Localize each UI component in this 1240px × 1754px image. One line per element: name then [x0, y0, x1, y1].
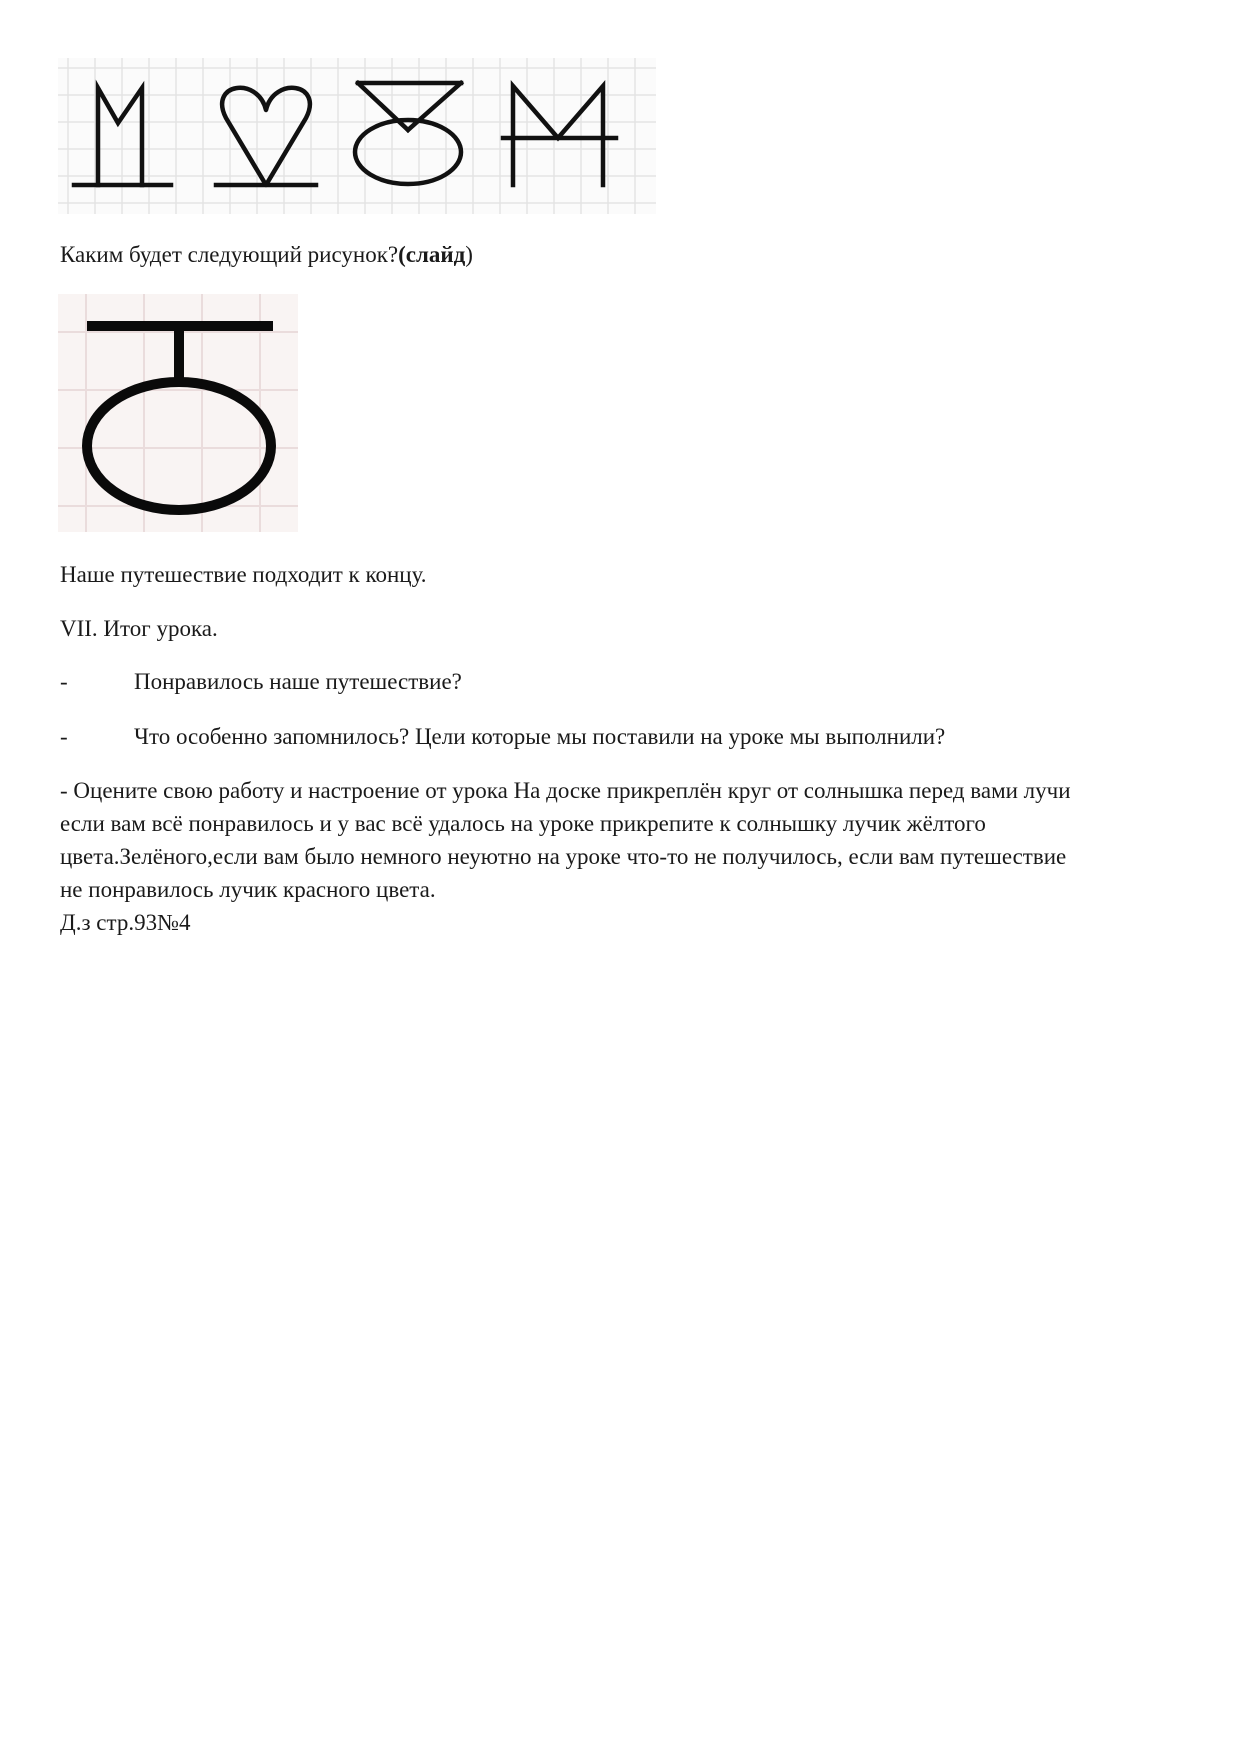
bullet-text: Понравилось наше путешествие? [134, 669, 462, 694]
assessment-line: - Оцените свою работу и настроение от урока На доске прикреплён круг от солнышка перед вами лучи [60, 778, 1071, 803]
figure-sequence-image [58, 58, 656, 214]
bullet-text: Что особенно запомнилось? Цели которые мы поставили на уроке мы выполнили? [134, 724, 946, 749]
question-main: Каким будет следующий рисунок? [60, 242, 399, 267]
slide-label: (слайд [398, 242, 466, 267]
homework-text: Д.з стр.93№4 [60, 910, 191, 935]
bullet-dash: - [60, 669, 68, 694]
journey-text: Наше путешествие подходит к концу. [60, 562, 427, 587]
question-close: ) [465, 242, 473, 267]
bullet-dash: - [60, 724, 68, 749]
assessment-line: цвета.Зелёного,если вам было немного неуютно на уроке что-то не получилось, если вам путешествие [60, 844, 1067, 869]
question-text [60, 238, 473, 271]
answer-figure-image [58, 294, 298, 532]
assessment-paragraph [60, 774, 1185, 939]
summary-heading: VII. Итог урока. [60, 616, 218, 641]
assessment-line: не понравилось лучик красного цвета. [60, 877, 436, 902]
assessment-line: если вам всё понравилось и у вас всё удалось на уроке прикрепите к солнышку лучик жёлтого [60, 811, 986, 836]
